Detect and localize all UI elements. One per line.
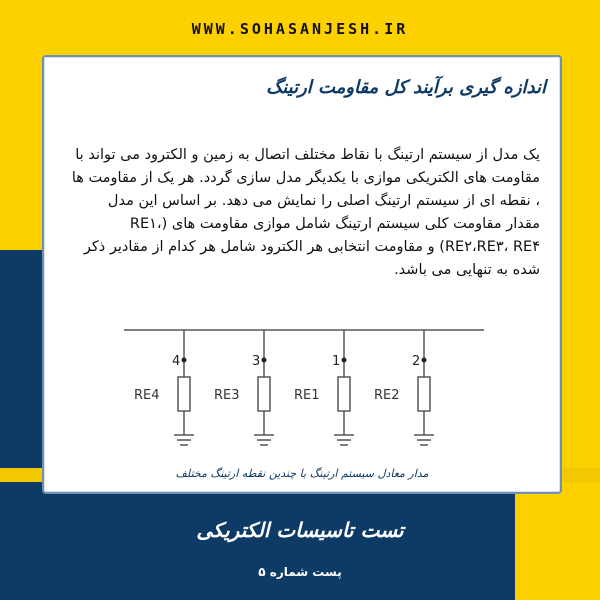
card-body-text: یک مدل از سیستم ارتینگ با نقاط مختلف اتصال به زمین و الکترود می تواند با مقاومت های الکتریکی موازی با یکدیگر مدل سازی گردد. هر یک از مقاومت ها ، نقطه ای از سیستم ارتینگ اصلی را نمایش می دهد. بر اساس این مدل مقدار مقاومت کلی سیستم ارتینگ شامل موازی مقاومت های (RE۱، RE۲،RE۳، RE۴) و مقاومت انتخابی هر الکترود شامل هر کدام از مقادیر ذکر شده به تنهایی می باشد.: [71, 147, 540, 278]
node-dot: [262, 358, 267, 363]
earthing-circuit-diagram: [124, 327, 484, 467]
footer-title: تست تاسیسات الکتریکی: [196, 518, 404, 542]
resistor-symbol: [258, 377, 270, 411]
resistor-symbol: [178, 377, 190, 411]
node-label: 4: [172, 354, 181, 369]
resistor-symbol: [338, 377, 350, 411]
card-title: اندازه گیری برآیند کل مقاومت ارتینگ: [266, 77, 546, 98]
resistor-label: RE2: [374, 388, 400, 403]
node-dot: [182, 358, 187, 363]
node-dot: [422, 358, 427, 363]
resistor-label: RE4: [134, 388, 160, 403]
resistor-label: RE1: [294, 388, 320, 403]
diagram-caption: مدار معادل سیستم ارتینگ با چندین نقطه ارتینگ مختلف: [175, 467, 429, 480]
node-label: 3: [252, 354, 261, 369]
post-number: پست شماره ۵: [258, 565, 342, 579]
node-dot: [342, 358, 347, 363]
node-label: 1: [332, 354, 341, 369]
resistor-label: RE3: [214, 388, 240, 403]
content-card: [42, 55, 562, 494]
node-label: 2: [412, 354, 421, 369]
resistor-symbol: [418, 377, 430, 411]
website-url[interactable]: WWW.SOHASANJESH.IR: [191, 20, 409, 38]
